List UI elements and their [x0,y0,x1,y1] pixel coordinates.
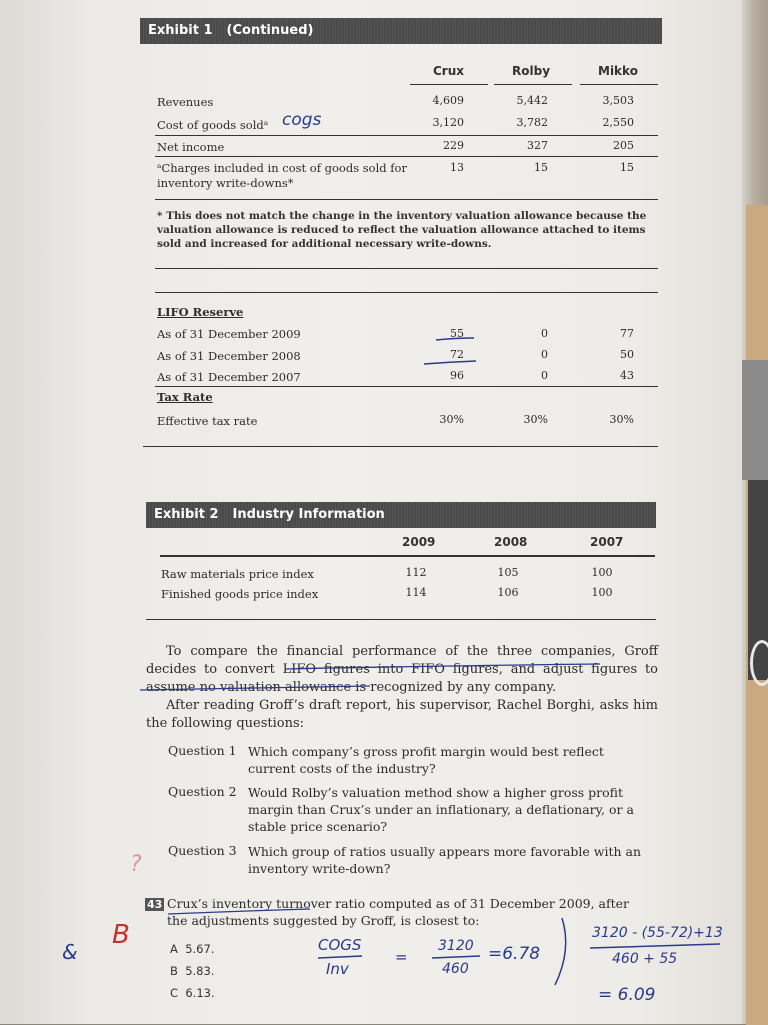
cell: 15 [534,161,548,174]
question-1-label: Question 1 [168,743,237,758]
exhibit2-title: Industry Information [232,507,385,522]
cell: 105 [497,566,519,579]
cell: 15 [620,161,634,174]
handwritten-answer-letter: B [112,920,130,950]
col-crux: Crux [433,64,465,78]
question-43-number: 43 [147,898,163,911]
option-value: 6.13. [185,986,215,1000]
col-rolby: Rolby [512,64,551,78]
col-2007: 2007 [590,535,624,549]
cell: 3,782 [516,116,548,129]
cell: 30% [439,413,464,426]
cell: 0 [541,348,548,361]
exhibit1-title: (Continued) [226,23,314,38]
row-label-writedowns: ᵃCharges included in cost of goods sold for [157,161,407,175]
cell: 4,609 [432,94,464,107]
cell: 30% [609,413,634,426]
question-3-text: Which group of ratios usually appears more favorable with an inventory write-down? [248,844,642,876]
lifo-row-label: As of 31 December 2007 [157,370,301,384]
handwritten-calc1-result: =6.78 [488,944,541,964]
tax-label: Effective tax rate [157,414,258,428]
cell: 13 [450,161,464,174]
cell: 96 [450,369,464,382]
cell: 77 [620,327,634,340]
handwritten-answer-prefix: & [62,940,78,964]
handwritten-fraction-num: COGS [318,936,362,954]
cell: 100 [591,566,613,579]
paragraph-2: After reading Groff’s draft report, his supervisor, Rachel Borghi, asks him the following questions: [146,698,658,731]
row-label-cogs: Cost of goods soldᵃ [157,118,269,132]
handwritten-fraction-den: Inv [326,960,349,978]
question-2-label: Question 2 [168,784,237,799]
option-key: A [170,942,178,956]
handwritten-question-mark: ? [130,852,142,877]
cell: 0 [541,369,548,382]
desk-background [742,0,768,1024]
question-3-label: Question 3 [168,843,237,858]
handwritten-calc2-den: 460 + 55 [612,951,678,967]
cable [750,640,768,686]
exhibit1-number: Exhibit 1 [148,23,213,38]
exhibit2-number: Exhibit 2 [154,507,219,522]
cell: 3,120 [432,116,464,129]
row-label-net-income: Net income [157,140,225,154]
cell: 30% [523,413,548,426]
question-2-text: Would Rolby’s valuation method show a higher gross profit margin than Crux’s under an inflationary, a deflationary, or a stable price scenario? [248,785,634,834]
handwritten-cogs-note: cogs [282,110,322,130]
cell: 100 [591,586,613,599]
cell: 5,442 [516,94,548,107]
cell: 72 [450,348,464,361]
cell: 229 [443,139,464,152]
handwritten-calc1-num: 3120 [438,938,474,954]
cell: 50 [620,348,634,361]
tax-heading: Tax Rate [157,390,213,404]
cell: 112 [405,566,427,579]
lifo-row-label: As of 31 December 2009 [157,327,301,341]
cell: 114 [405,586,427,599]
cell: 55 [450,327,464,340]
option-key: B [170,964,178,978]
cell: 3,503 [602,94,634,107]
lifo-row-label: As of 31 December 2008 [157,349,301,363]
handwritten-calc1-den: 460 [442,961,469,977]
handwritten-calc2-result: = 6.09 [598,985,656,1005]
question-1-text: Which company’s gross profit margin would best reflect current costs of the industry? [248,744,604,776]
option-value: 5.83. [185,964,215,978]
cell: 2,550 [602,116,634,129]
cell: 0 [541,327,548,340]
handwritten-equals: = [395,948,408,966]
col-2008: 2008 [494,535,528,549]
cell: 43 [620,369,634,382]
question-43-text: Crux’s inventory turnover ratio computed as of 31 December 2009, after the adjustments suggested by Groff, is closest to: [167,896,630,928]
finished-goods-label: Finished goods price index [161,587,319,601]
cell: 106 [497,586,519,599]
option-value: 5.67. [185,942,215,956]
cell: 327 [527,139,548,152]
handwritten-calc2-num: 3120 - (55-72)+13 [592,925,723,941]
lifo-heading: LIFO Reserve [157,305,244,319]
exhibit1-footnote: * This does not match the change in the inventory valuation allowance because the valuation allowance is reduced to reflect the valuation allowance attached to items sold and increased for additional necessary write-downs. [157,210,647,250]
paragraph-1: To compare the financial performance of the three companies, Groff decides to convert LIFO figures into FIFO figures, and adjust figures to assume no valuation allowance is recognized by any company. [146,644,658,695]
option-key: C [170,986,179,1000]
row-label-writedowns-2: inventory write-downs* [157,176,294,190]
row-label-revenues: Revenues [157,95,214,109]
col-2009: 2009 [402,535,436,549]
raw-materials-label: Raw materials price index [161,567,314,581]
col-mikko: Mikko [598,64,638,78]
pen [742,360,768,480]
cell: 205 [613,139,634,152]
